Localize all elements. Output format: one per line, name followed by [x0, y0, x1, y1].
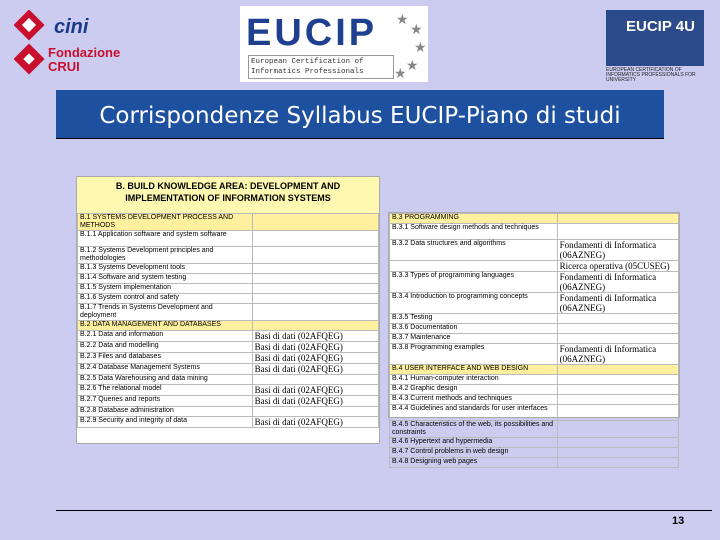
course-cell	[557, 438, 678, 448]
topic-cell: B.3.3 Types of programming languages	[390, 272, 558, 293]
left-table-grid	[77, 213, 379, 428]
section-row	[390, 365, 679, 375]
table-row	[390, 240, 679, 261]
topic-cell: B.3.8 Programming examples	[390, 344, 558, 365]
footer-divider	[56, 510, 712, 511]
eucip4u-logo	[606, 10, 704, 83]
table-row	[390, 375, 679, 385]
topic-cell: B.4.7 Control problems in web design	[390, 448, 558, 458]
topic-cell: B.4.1 Human-computer interaction	[390, 375, 558, 385]
page-number: 13	[672, 515, 685, 527]
topic-cell: B.4.2 Graphic design	[390, 385, 558, 395]
topic-cell: B.2.5 Data Warehousing and data mining	[78, 375, 253, 385]
course-cell: Basi di dati (02AFQEG)	[252, 396, 378, 407]
course-cell	[252, 321, 378, 331]
course-cell	[557, 395, 678, 405]
course-cell	[252, 231, 378, 247]
course-cell: Fondamenti di Informatica (06AZNEG)	[557, 344, 678, 365]
course-cell	[252, 375, 378, 385]
topic-cell: B.2.9 Security and integrity of data	[78, 417, 253, 428]
course-cell	[557, 448, 678, 458]
course-cell	[252, 264, 378, 274]
course-cell	[557, 214, 678, 224]
course-cell	[557, 224, 678, 240]
table-row	[390, 395, 679, 405]
course-cell: Basi di dati (02AFQEG)	[252, 385, 378, 396]
topic-cell: B.3.4 Introduction to programming concepts	[390, 293, 558, 314]
topic-cell: B.1.1 Application software and system software	[78, 231, 253, 247]
svg-text:★: ★	[406, 57, 419, 73]
course-cell	[557, 458, 678, 468]
table-row	[78, 407, 379, 417]
course-cell: Basi di dati (02AFQEG)	[252, 364, 378, 375]
table-row	[390, 272, 679, 293]
topic-cell: B.3 PROGRAMMING	[390, 214, 558, 224]
topic-cell: B.1.7 Trends in Systems Development and deployment	[78, 304, 253, 321]
topic-cell: B.2.7 Queries and reports	[78, 396, 253, 407]
table-row	[78, 284, 379, 294]
topic-cell: B.4.8 Designing web pages	[390, 458, 558, 468]
table-row	[390, 293, 679, 314]
table-row	[78, 375, 379, 385]
topic-cell: B.2.2 Data and modelling	[78, 342, 253, 353]
course-cell: Basi di dati (02AFQEG)	[252, 342, 378, 353]
topic-cell: B.3.7 Maintenance	[390, 334, 558, 344]
right-table-grid	[389, 213, 679, 468]
table-row	[78, 247, 379, 264]
table-row	[78, 353, 379, 364]
eucip-logo-word: EUCIP	[246, 12, 378, 54]
topic-cell: B.4.3 Current methods and techniques	[390, 395, 558, 405]
topic-cell: B.4.6 Hypertext and hypermedia	[390, 438, 558, 448]
eucip4u-tagline: EUROPEAN CERTIFICATION OF INFORMATICS PROFESSIONALS FOR UNIVERSITY	[606, 67, 696, 83]
course-cell	[557, 324, 678, 334]
topic-cell: B.4.4 Guidelines and standards for user interfaces	[390, 405, 558, 421]
syllabus-table-left	[76, 176, 380, 444]
eucip4u-badge	[606, 10, 704, 66]
course-cell: Fondamenti di Informatica (06AZNEG)	[557, 272, 678, 293]
table-row	[78, 274, 379, 284]
topic-cell: B.2.1 Data and information	[78, 331, 253, 342]
table-row	[390, 458, 679, 468]
topic-cell: B.2.6 The relational model	[78, 385, 253, 396]
table-row	[78, 294, 379, 304]
svg-text:★: ★	[414, 39, 427, 55]
table-row	[390, 344, 679, 365]
topic-cell: B.3.1 Software design methods and techniques	[390, 224, 558, 240]
table-row	[390, 385, 679, 395]
course-cell	[557, 365, 678, 375]
table-row	[78, 396, 379, 407]
course-cell	[557, 375, 678, 385]
table-row	[78, 364, 379, 375]
slide-title: Corrispondenze Syllabus EUCIP-Piano di studi	[56, 90, 664, 138]
table-row	[390, 261, 679, 272]
eucip-logo-tagline: European Certification of Informatics Professionals	[248, 55, 394, 79]
table-row	[390, 314, 679, 324]
cini-label: cini	[54, 16, 89, 38]
table-row	[390, 438, 679, 448]
table-row	[78, 342, 379, 353]
course-cell: Basi di dati (02AFQEG)	[252, 331, 378, 342]
section-row	[78, 214, 379, 231]
topic-cell: B.1 SYSTEMS DEVELOPMENT PROCESS AND METHODS	[78, 214, 253, 231]
topic-cell: B.4.5 Characteristics of the web, its possibilities and constraints	[390, 421, 558, 438]
eucip4u-word: EUCIP 4U	[626, 18, 695, 35]
topic-cell: B.1.6 System control and safety	[78, 294, 253, 304]
table-row	[78, 331, 379, 342]
cini-crui-logo	[14, 10, 121, 78]
topic-cell: B.3.2 Data structures and algorithms	[390, 240, 558, 261]
table-row	[78, 385, 379, 396]
table-row	[390, 224, 679, 240]
svg-text:★: ★	[394, 65, 407, 81]
topic-cell: B.2.8 Database administration	[78, 407, 253, 417]
course-cell: Fondamenti di Informatica (06AZNEG)	[557, 293, 678, 314]
svg-text:★: ★	[396, 11, 409, 27]
course-cell: Ricerca operativa (05CUSEG)	[557, 261, 678, 272]
table-row	[78, 304, 379, 321]
table-row	[390, 324, 679, 334]
table-row	[78, 417, 379, 428]
course-cell	[252, 284, 378, 294]
svg-text:★: ★	[410, 21, 423, 37]
eucip-logo	[240, 6, 428, 82]
topic-cell: B.1.5 System implementation	[78, 284, 253, 294]
topic-cell: B.3.6 Documentation	[390, 324, 558, 334]
course-cell	[252, 214, 378, 231]
course-cell	[557, 334, 678, 344]
stars-icon	[390, 6, 430, 82]
course-cell: Basi di dati (02AFQEG)	[252, 353, 378, 364]
course-cell: Basi di dati (02AFQEG)	[252, 417, 378, 428]
topic-cell	[390, 261, 558, 272]
course-cell	[557, 385, 678, 395]
topic-cell: B.3.5 Testing	[390, 314, 558, 324]
course-cell: Fondamenti di Informatica (06AZNEG)	[557, 240, 678, 261]
table-row	[390, 334, 679, 344]
course-cell	[252, 304, 378, 321]
topic-cell: B.4 USER INTERFACE AND WEB DESIGN	[390, 365, 558, 375]
table-row	[390, 448, 679, 458]
course-cell	[557, 421, 678, 438]
title-divider	[56, 138, 664, 139]
topic-cell: B.1.2 Systems Development principles and methodologies	[78, 247, 253, 264]
topic-cell: B.2 DATA MANAGEMENT AND DATABASES	[78, 321, 253, 331]
table-row	[390, 405, 679, 421]
course-cell	[252, 274, 378, 284]
course-cell	[557, 314, 678, 324]
section-row	[390, 214, 679, 224]
topic-cell: B.1.3 Systems Development tools	[78, 264, 253, 274]
crui-label: Fondazione CRUI	[48, 45, 121, 74]
topic-cell: B.2.3 Files and databases	[78, 353, 253, 364]
table-row	[78, 264, 379, 274]
course-cell	[252, 247, 378, 264]
topic-cell: B.1.4 Software and system testing	[78, 274, 253, 284]
course-cell	[252, 294, 378, 304]
syllabus-table-right	[388, 212, 680, 465]
course-cell	[252, 407, 378, 417]
table-row	[390, 421, 679, 438]
section-row	[78, 321, 379, 331]
area-header: B. BUILD KNOWLEDGE AREA: DEVELOPMENT AND IMPLEMENTATION OF INFORMATION SYSTEMS	[77, 177, 379, 213]
table-row	[78, 231, 379, 247]
course-cell	[557, 405, 678, 421]
topic-cell: B.2.4 Database Management Systems	[78, 364, 253, 375]
